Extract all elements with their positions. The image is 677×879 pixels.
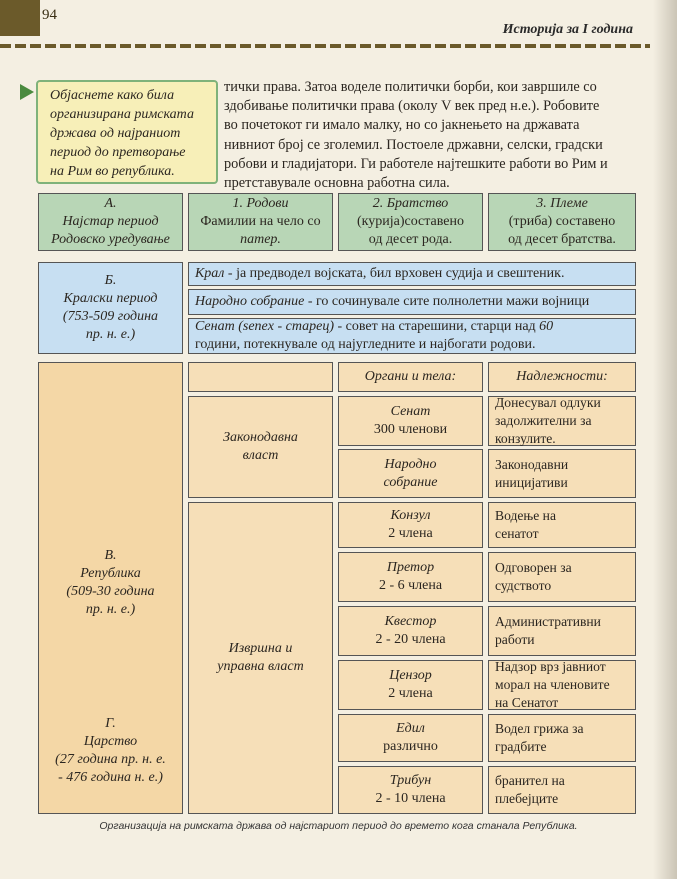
organ-praetor: Претор 2 - 6 члена [338,552,483,602]
triangle-arrow-icon [20,84,34,100]
powers-senate: Донесувал одлуки задолжителни за конзулите. [488,396,636,446]
body-paragraph: тички права. Затоа воделе политички борби, кои завршиле со здобивање политички права (околу V век пред н.е.). Робовите во почетокот ги имало малку, но со јакнењето на државата нивниот број се зголемил. Постоеле државни, селски, градски робови и гладијатори. Ги работеле најтешките работи во Рим и претставувале основна работна сила. [224,79,608,192]
powers-tribune: бранител на плебејците [488,766,636,814]
powers-praetor: Одговорен за судството [488,552,636,602]
section-a-clans: 1. Родови Фамилии на чело со патер. [188,193,333,251]
organ-censor: Цензор 2 члена [338,660,483,710]
powers-censor: Надзор врз јавниот морал на членовите на Сенатот [488,660,636,710]
organ-senate: Сенат 300 членови [338,396,483,446]
organ-assembly: Народно собрание [338,449,483,498]
section-b-assembly: Народно собрание - го сочинувале сите полнолетни мажи војници [188,289,636,315]
section-c-title: В. Република (509-30 година пр. н. е.) Г. Царство (27 година пр. н. е. - 476 година н. е.) [38,362,183,814]
powers-consul: Водење на сенатот [488,502,636,548]
page-number: 94 [42,7,57,23]
section-c-empty-header [188,362,333,392]
header-divider [0,44,650,48]
section-b-senate: Сенат (senex - старец) - совет на старешини, старци над 60 години, потекнувале од најугледните и најбогати родови. [188,318,636,354]
page-edge-shadow [653,0,677,879]
book-title: Историја за I година [502,22,633,37]
question-box [36,80,218,184]
powers-quaestor: Административни работи [488,606,636,656]
section-a-brotherhood: 2. Братство (курија)составено од десет рода. [338,193,483,251]
organ-aedile: Едил различно [338,714,483,762]
organ-quaestor: Квестор 2 - 20 члена [338,606,483,656]
executive-power: Извршна и управна власт [188,502,333,814]
section-b-king: Крал - ја предводел војската, бил врховен судија и свештеник. [188,262,636,286]
header-powers: Надлежности: [488,362,636,392]
page-number-tab [0,0,40,36]
section-a-title: А. Најстар период Родовско уредување [38,193,183,251]
legislative-power: Законодавна власт [188,396,333,498]
organ-consul: Конзул 2 члена [338,502,483,548]
organ-tribune: Трибун 2 - 10 члена [338,766,483,814]
section-b-title: Б. Кралски период (753-509 година пр. н. е.) [38,262,183,354]
powers-assembly: Законодавни иницијативи [488,449,636,498]
question-text: Објаснете како била организирана римската држава од најраниот период до претворање на Рим во република. [50,88,194,179]
header-organs: Органи и тела: [338,362,483,392]
powers-aedile: Водел грижа за градбите [488,714,636,762]
section-a-tribe: 3. Племе (триба) составено од десет братства. [488,193,636,251]
figure-caption: Организација на римската држава од најстариот период до времето кога станала Република. [99,820,578,832]
